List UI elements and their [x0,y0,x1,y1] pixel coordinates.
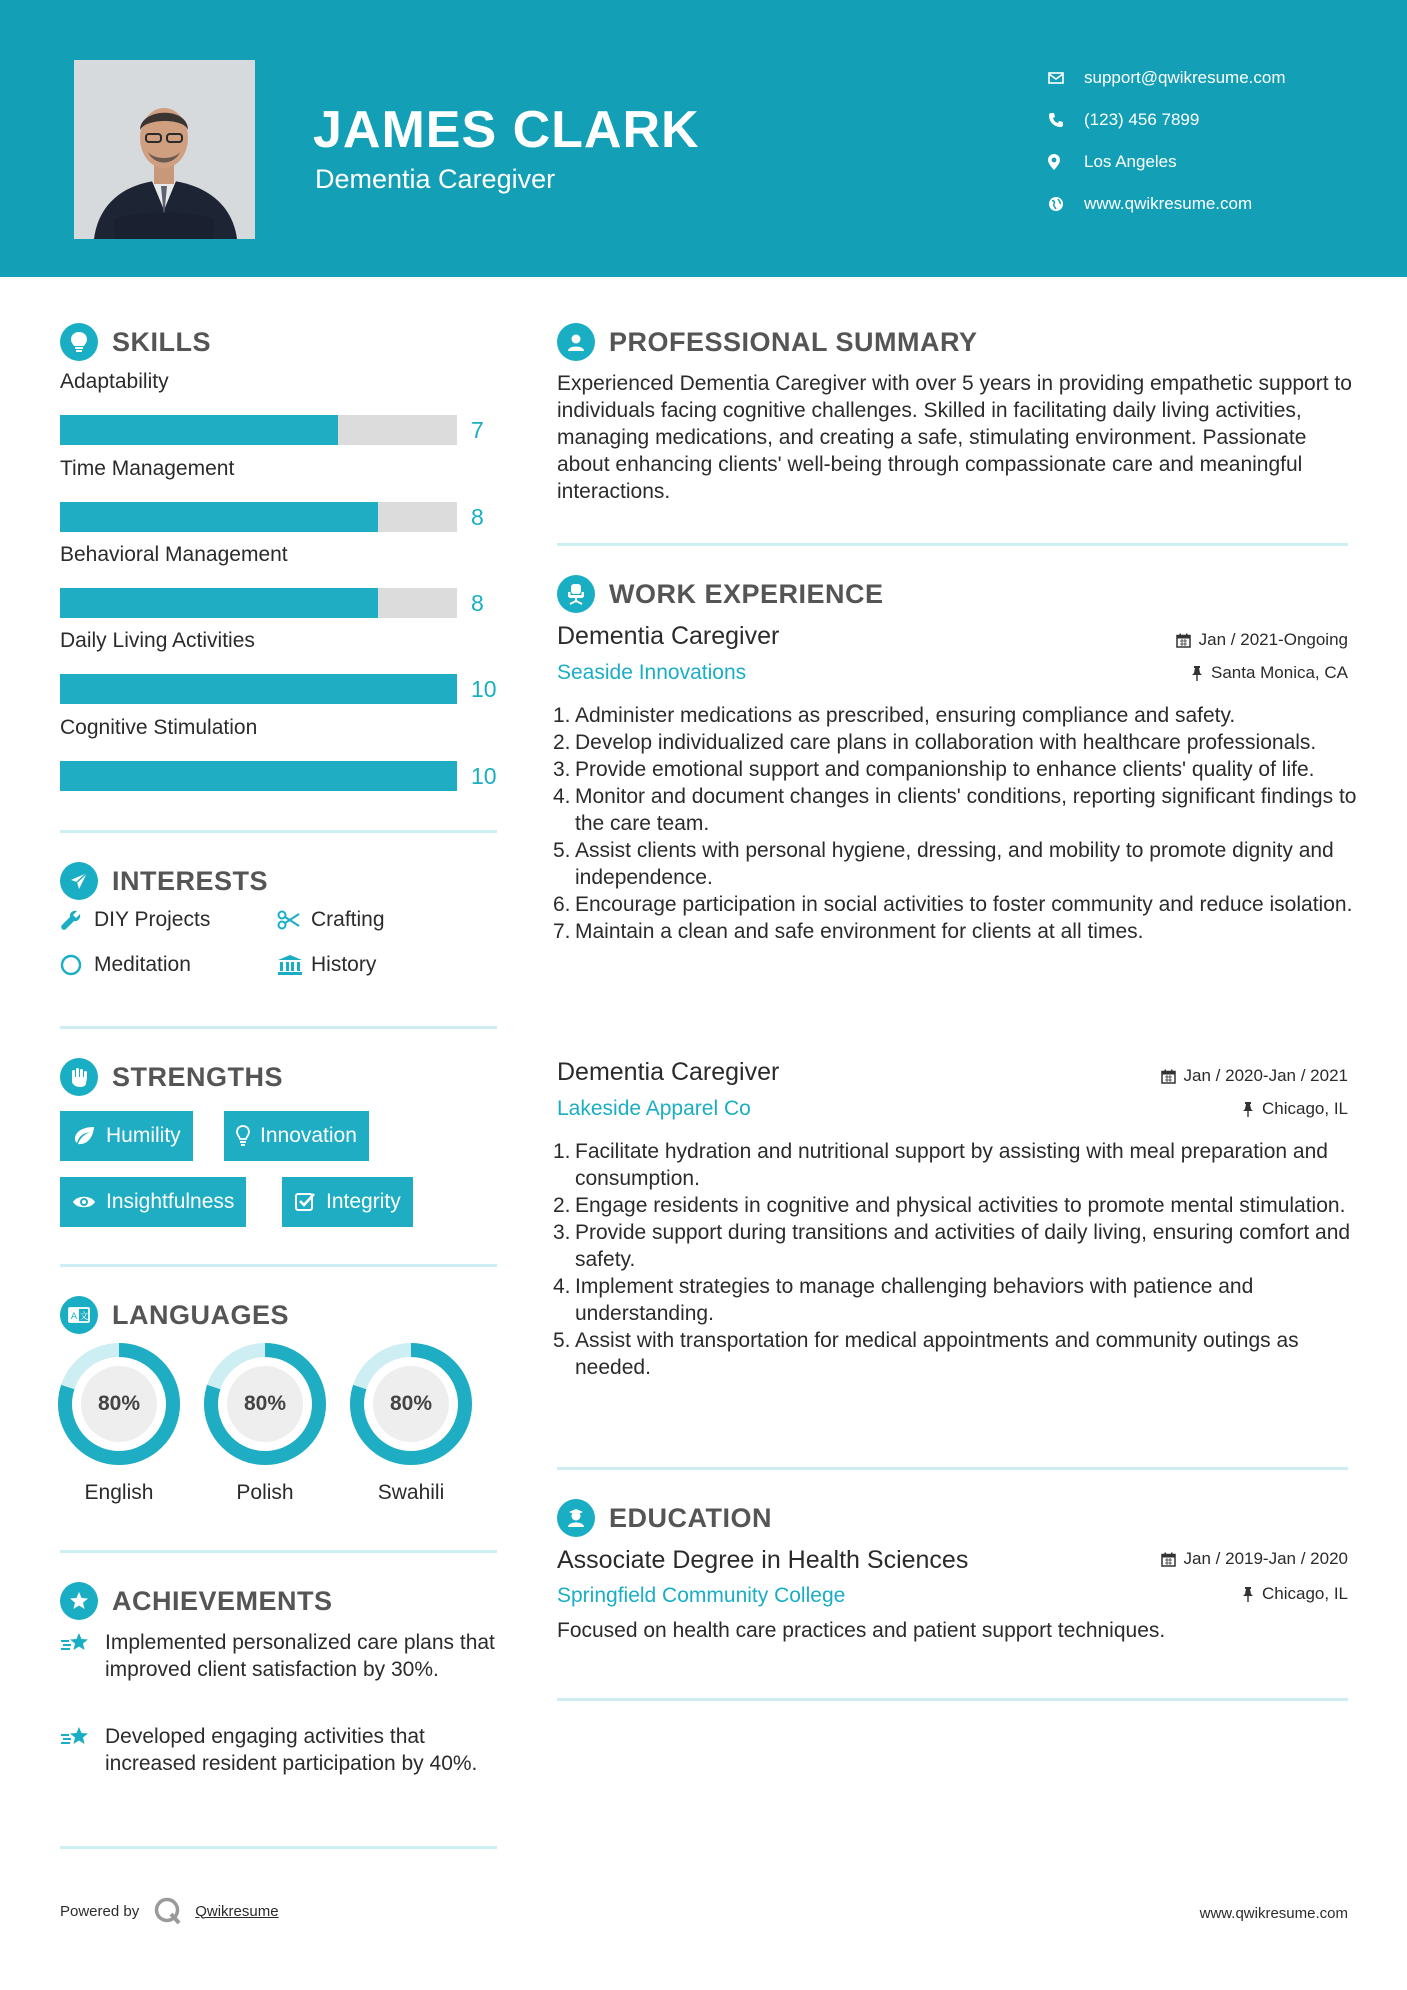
globe-icon [1048,196,1084,212]
language-label: Polish [236,1481,294,1504]
interests-section-header [60,861,268,901]
list-item: 1. Administer medications as prescribed, ensuring compliance and safety. [553,704,1236,727]
header-banner [0,0,1407,277]
list-item: 4. Implement strategies to manage challenging behaviors with patience and understanding. [553,1275,1254,1325]
powered-by-label: Powered by [60,1902,140,1920]
interest-item: DIY Projects [60,908,210,932]
skill-label: Daily Living Activities [60,629,255,652]
job-company: Lakeside Apparel Co [557,1097,751,1120]
school-name: Springfield Community College [557,1584,846,1607]
footer-powered-by [60,1896,279,1926]
museum-icon [277,954,311,976]
pushpin-icon [1191,665,1203,681]
strength-badge: Innovation [224,1111,369,1161]
list-item: 5. Assist with transportation for medical appointments and community outings as needed. [553,1329,1299,1379]
qwikresume-logo-icon [153,1896,183,1926]
skill-bar-fill [60,761,457,791]
job-title: Dementia Caregiver [557,622,780,650]
skill-value: 10 [471,676,497,702]
svg-text:文: 文 [79,1312,89,1322]
skill-item [60,543,500,618]
list-item: 3. Provide support during transitions and activities of daily living, ensuring comfort and safety. [553,1221,1351,1271]
raised-fist-icon [60,1058,98,1096]
list-item: 5. Assist clients with personal hygiene, dressing, and mobility to promote dignity and independence. [553,839,1334,889]
skill-bar-fill [60,415,338,445]
svg-text:A: A [70,1312,78,1322]
language-percent: 80% [97,1392,141,1415]
calendar-icon [1161,1552,1176,1567]
skill-value: 8 [471,504,484,530]
languages-section-header [60,1295,289,1335]
footer-website[interactable]: www.qwikresume.com [1199,1905,1348,1922]
language-percent: 80% [389,1392,433,1415]
job-title: Dementia Caregiver [557,1058,780,1086]
job-date: Jan / 2020-Jan / 2021 [1161,1066,1348,1086]
skill-item [60,370,500,445]
candidate-title: Dementia Caregiver [315,164,556,194]
education-section-header [557,1498,772,1538]
interest-item: Crafting [277,908,385,932]
pushpin-icon [1242,1586,1254,1602]
strengths-title: STRENGTHS [112,1061,284,1092]
summary-title: PROFESSIONAL SUMMARY [609,326,978,357]
list-item: 2. Engage residents in cognitive and physical activities to promote mental stimulation. [553,1194,1346,1217]
map-pin-icon [1048,154,1084,170]
achievement-item: Implemented personalized care plans that improved client satisfaction by 30%. [60,1629,500,1683]
pushpin-icon [1242,1101,1254,1117]
skill-bar-track [60,674,457,704]
skill-item [60,457,500,532]
calendar-icon [1176,633,1191,648]
divider [60,830,497,833]
job-location: Chicago, IL [1242,1099,1348,1119]
list-item: 1. Facilitate hydration and nutritional support by assisting with meal preparation and consumption. [553,1140,1328,1190]
degree-title: Associate Degree in Health Sciences [557,1546,969,1574]
graduate-icon [557,1499,595,1537]
interest-item: History [277,953,376,977]
achievements-title: ACHIEVEMENTS [112,1585,333,1616]
shooting-star-icon [60,1629,105,1683]
divider [557,543,1348,546]
qwikresume-link[interactable]: Qwikresume [195,1902,279,1920]
skill-value: 10 [471,763,497,789]
language-item [349,1342,473,1505]
achievement-item: Developed engaging activities that increased resident participation by 40%. [60,1723,500,1777]
interests-title: INTERESTS [112,865,269,896]
lightbulb-icon [236,1125,250,1147]
divider [557,1467,1348,1470]
wrench-icon [60,909,94,931]
shooting-star-icon [60,1723,105,1777]
leaf-icon [72,1126,96,1146]
contact-phone[interactable]: (123) 456 7899 [1048,99,1286,141]
skill-label: Time Management [60,457,235,480]
language-icon [60,1296,98,1334]
strength-badge: Integrity [282,1177,413,1227]
language-item [203,1342,327,1505]
divider [557,1698,1348,1701]
languages-title: LANGUAGES [112,1299,290,1330]
list-item: 7. Maintain a clean and safe environment for clients at all times. [553,920,1144,943]
list-item: 4. Monitor and document changes in clients' conditions, reporting significant findings to the care team. [553,785,1357,835]
circle-icon [60,954,94,976]
education-location: Chicago, IL [1242,1584,1348,1604]
contact-email[interactable]: support@qwikresume.com [1048,57,1286,99]
skills-title: SKILLS [112,326,212,357]
skill-item [60,629,500,704]
envelope-icon [1048,71,1084,85]
contact-list [1048,57,1286,225]
language-percent: 80% [243,1392,287,1415]
job-bullets [553,1138,1357,1381]
skill-label: Adaptability [60,370,169,393]
interest-item: Meditation [60,953,191,977]
skill-bar-track [60,588,457,618]
job-company: Seaside Innovations [557,661,747,684]
strengths-section-header [60,1057,283,1097]
skill-bar-fill [60,588,378,618]
experience-section-header [557,574,884,614]
contact-location: Los Angeles [1048,141,1286,183]
skill-bar-fill [60,674,457,704]
skills-section-header [60,322,211,362]
paper-plane-icon [60,862,98,900]
check-square-icon [294,1191,316,1213]
language-label: Swahili [377,1481,445,1504]
star-badge-icon [60,1582,98,1620]
strength-badge: Insightfulness [60,1177,246,1227]
candidate-name: JAMES CLARK [313,101,700,159]
skill-label: Cognitive Stimulation [60,716,258,739]
skill-bar-fill [60,502,378,532]
education-title: EDUCATION [609,1502,772,1533]
office-chair-icon [557,575,595,613]
contact-website[interactable]: www.qwikresume.com [1048,183,1286,225]
divider [60,1264,497,1267]
user-icon [557,323,595,361]
divider [60,1550,497,1553]
language-item [57,1342,181,1505]
strength-badge: Humility [60,1111,193,1161]
divider [60,1846,497,1849]
job-bullets [553,702,1357,945]
experience-title: WORK EXPERIENCE [609,578,884,609]
skill-value: 8 [471,590,484,616]
skill-label: Behavioral Management [60,543,288,566]
language-label: English [84,1481,154,1504]
list-item: 6. Encourage participation in social activities to foster community and reduce isolation. [553,893,1353,916]
job-location: Santa Monica, CA [1191,663,1348,683]
skill-value: 7 [471,417,484,443]
summary-section-header [557,322,978,362]
list-item: 2. Develop individualized care plans in collaboration with healthcare professionals. [553,731,1317,754]
skill-bar-track [60,761,457,791]
achievements-section-header [60,1581,333,1621]
skill-bar-track [60,415,457,445]
skill-item [60,716,500,791]
skill-bar-track [60,502,457,532]
job-date: Jan / 2021-Ongoing [1176,630,1348,650]
phone-icon [1048,112,1084,128]
eye-icon [72,1194,96,1210]
education-date: Jan / 2019-Jan / 2020 [1161,1549,1348,1569]
profile-photo [74,60,255,239]
calendar-icon [1161,1069,1176,1084]
divider [60,1026,497,1029]
list-item: 3. Provide emotional support and companionship to enhance clients' quality of life. [553,758,1315,781]
education-description: Focused on health care practices and patient support techniques. [557,1619,1166,1642]
summary-text: Experienced Dementia Caregiver with over 5 years in providing empathetic support to individuals facing cognitive challenges. Skilled in facilitating daily living activities, managing medications, and creating a safe, stimulating environment. Passionate about enhancing clients' well-being through compassionate care and meaningful interactions. [557,372,1352,503]
lightbulb-icon [60,323,98,361]
scissors-icon [277,910,311,930]
